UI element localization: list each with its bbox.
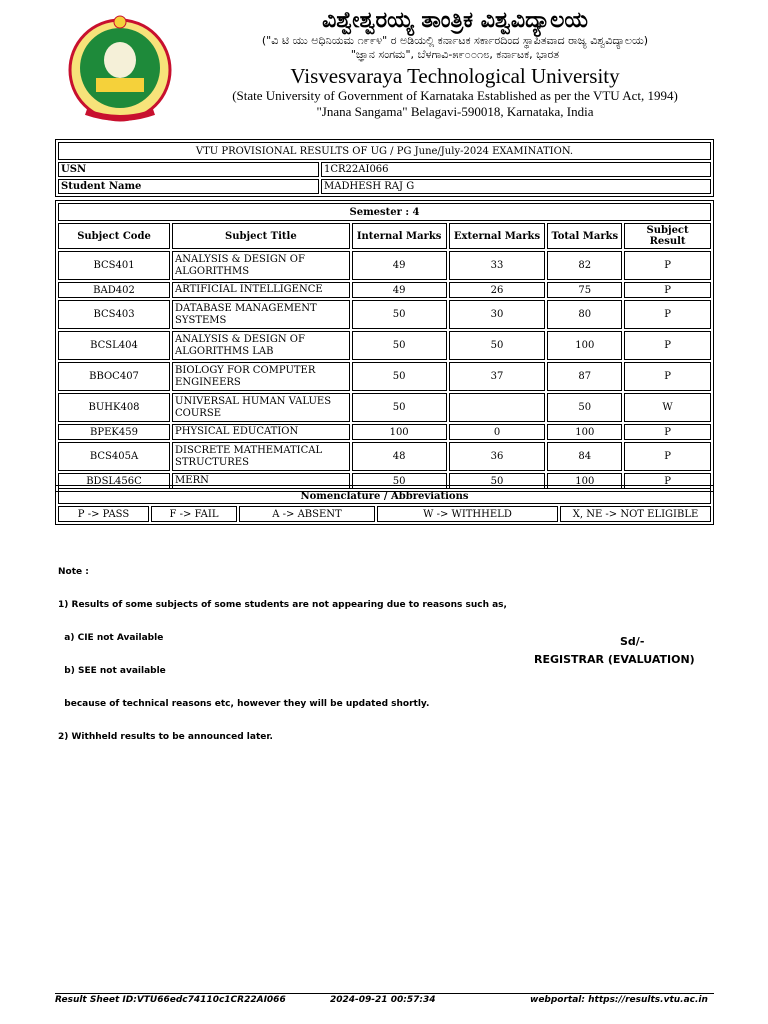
subject-code: BBOC407 <box>58 362 170 391</box>
note-line: 1) Results of some subjects of some students are not appearing due to reasons such as, <box>58 600 507 610</box>
total-marks: 50 <box>547 393 622 422</box>
column-header: Subject Code <box>58 223 170 249</box>
external-marks: 50 <box>449 473 546 489</box>
note-line: b) SEE not available <box>58 666 166 676</box>
external-marks: 36 <box>449 442 546 471</box>
kannada-subtitle: ("ವಿ ಟಿ ಯು ಅಧಿನಿಯಮ ೧೯೯೪" ರ ಅಡಿಯಲ್ಲಿ ಕರ್ನಾಟಕ ಸರ್ಕಾರದಿಂದ ಸ್ಥಾಪಿತವಾದ ರಾಜ್ಯ ವಿಶ್ವವಿದ್ಯಾಲಯ) <box>261 34 649 47</box>
exam-caption: VTU PROVISIONAL RESULTS OF UG / PG June/July-2024 EXAMINATION. <box>58 142 711 160</box>
table-row <box>58 282 711 298</box>
nomenclature-table <box>55 485 714 525</box>
total-marks: 100 <box>547 473 622 489</box>
table-row <box>58 442 711 471</box>
subject-result: P <box>624 300 711 329</box>
result-sheet-id: Result Sheet ID:VTU66edc74110c1CR22AI066 <box>55 995 286 1005</box>
subject-result: P <box>624 473 711 489</box>
column-header: Total Marks <box>547 223 622 249</box>
webportal-link[interactable]: webportal: https://results.vtu.ac.in <box>530 995 708 1005</box>
internal-marks: 50 <box>352 331 447 360</box>
abbreviation-withheld: W -> WITHHELD <box>377 506 558 522</box>
subject-code: BCSL404 <box>58 331 170 360</box>
column-header: Subject Result <box>624 223 711 249</box>
subject-code: BAD402 <box>58 282 170 298</box>
abbreviation-fail: F -> FAIL <box>151 506 237 522</box>
marks-table <box>55 200 714 492</box>
table-row <box>58 300 711 329</box>
total-marks: 100 <box>547 331 622 360</box>
external-marks: 0 <box>449 424 546 440</box>
column-header: Internal Marks <box>352 223 447 249</box>
subject-result: P <box>624 362 711 391</box>
subject-result: W <box>624 393 711 422</box>
subject-result: P <box>624 424 711 440</box>
external-marks: 33 <box>449 251 546 280</box>
subject-title: UNIVERSAL HUMAN VALUES COURSE <box>172 393 350 422</box>
subject-result: P <box>624 331 711 360</box>
abbreviation-not-eligible: X, NE -> NOT ELIGIBLE <box>560 506 711 522</box>
table-row <box>58 424 711 440</box>
kannada-title: ವಿಶ್ವೇಶ್ವರಯ್ಯ ತಾಂತ್ರಿಕ ವಿಶ್ವವಿದ್ಯಾಲಯ <box>322 8 588 33</box>
kannada-address: "ಜ್ಞಾನ ಸಂಗಮ", ಬೆಳಗಾವಿ-೫೯೦೦೧೮, ಕರ್ನಾಟಕ, ಭಾರತ <box>350 48 560 61</box>
subject-code: BCS405A <box>58 442 170 471</box>
vtu-logo <box>66 12 174 124</box>
table-row <box>58 331 711 360</box>
english-address: "Jnana Sangama" Belagavi-590018, Karnataka, India <box>316 104 594 119</box>
usn-label: USN <box>58 162 319 177</box>
abbreviation-absent: A -> ABSENT <box>239 506 375 522</box>
subject-title: DISCRETE MATHEMATICAL STRUCTURES <box>172 442 350 471</box>
total-marks: 84 <box>547 442 622 471</box>
external-marks: 50 <box>449 331 546 360</box>
external-marks: 30 <box>449 300 546 329</box>
total-marks: 80 <box>547 300 622 329</box>
notes-heading: Note : <box>58 567 89 577</box>
subject-result: P <box>624 442 711 471</box>
subject-result: P <box>624 251 711 280</box>
result-timestamp: 2024-09-21 00:57:34 <box>330 995 436 1005</box>
subject-title: ANALYSIS & DESIGN OF ALGORITHMS <box>172 251 350 280</box>
internal-marks: 50 <box>352 473 447 489</box>
internal-marks: 100 <box>352 424 447 440</box>
subject-title: ARTIFICIAL INTELLIGENCE <box>172 282 350 298</box>
note-line: a) CIE not Available <box>58 633 164 643</box>
external-marks <box>449 393 546 422</box>
table-row <box>58 362 711 391</box>
subject-title: BIOLOGY FOR COMPUTER ENGINEERS <box>172 362 350 391</box>
abbreviation-pass: P -> PASS <box>58 506 149 522</box>
external-marks: 37 <box>449 362 546 391</box>
registrar-title: REGISTRAR (EVALUATION) <box>534 653 695 666</box>
subject-result: P <box>624 282 711 298</box>
subject-title: DATABASE MANAGEMENT SYSTEMS <box>172 300 350 329</box>
usn-value: 1CR22AI066 <box>321 162 711 177</box>
student-info-table <box>55 139 714 197</box>
student-name-value: MADHESH RAJ G <box>321 179 711 194</box>
note-line: because of technical reasons etc, however they will be updated shortly. <box>58 699 430 709</box>
subject-title: ANALYSIS & DESIGN OF ALGORITHMS LAB <box>172 331 350 360</box>
subject-code: BUHK408 <box>58 393 170 422</box>
internal-marks: 49 <box>352 251 447 280</box>
subject-code: BCS401 <box>58 251 170 280</box>
footer-divider <box>55 993 714 994</box>
semester-heading: Semester : 4 <box>58 203 711 221</box>
university-header <box>0 0 768 130</box>
internal-marks: 50 <box>352 393 447 422</box>
english-subtitle: (State University of Government of Karnataka Established as per the VTU Act, 1994) <box>232 88 678 103</box>
signature-sd: Sd/- <box>620 635 645 648</box>
subject-code: BPEK459 <box>58 424 170 440</box>
subject-title: MERN <box>172 473 350 489</box>
english-title: Visvesvaraya Technological University <box>290 64 620 88</box>
column-header: External Marks <box>449 223 546 249</box>
table-row <box>58 251 711 280</box>
internal-marks: 50 <box>352 300 447 329</box>
internal-marks: 48 <box>352 442 447 471</box>
total-marks: 100 <box>547 424 622 440</box>
external-marks: 26 <box>449 282 546 298</box>
note-line: 2) Withheld results to be announced later. <box>58 732 273 742</box>
subject-code: BCS403 <box>58 300 170 329</box>
column-header: Subject Title <box>172 223 350 249</box>
subject-code: BDSL456C <box>58 473 170 489</box>
internal-marks: 50 <box>352 362 447 391</box>
nomenclature-title: Nomenclature / Abbreviations <box>58 488 711 504</box>
student-name-label: Student Name <box>58 179 319 194</box>
subject-title: PHYSICAL EDUCATION <box>172 424 350 440</box>
notes-block <box>58 545 507 754</box>
total-marks: 82 <box>547 251 622 280</box>
internal-marks: 49 <box>352 282 447 298</box>
total-marks: 75 <box>547 282 622 298</box>
table-row <box>58 393 711 422</box>
total-marks: 87 <box>547 362 622 391</box>
